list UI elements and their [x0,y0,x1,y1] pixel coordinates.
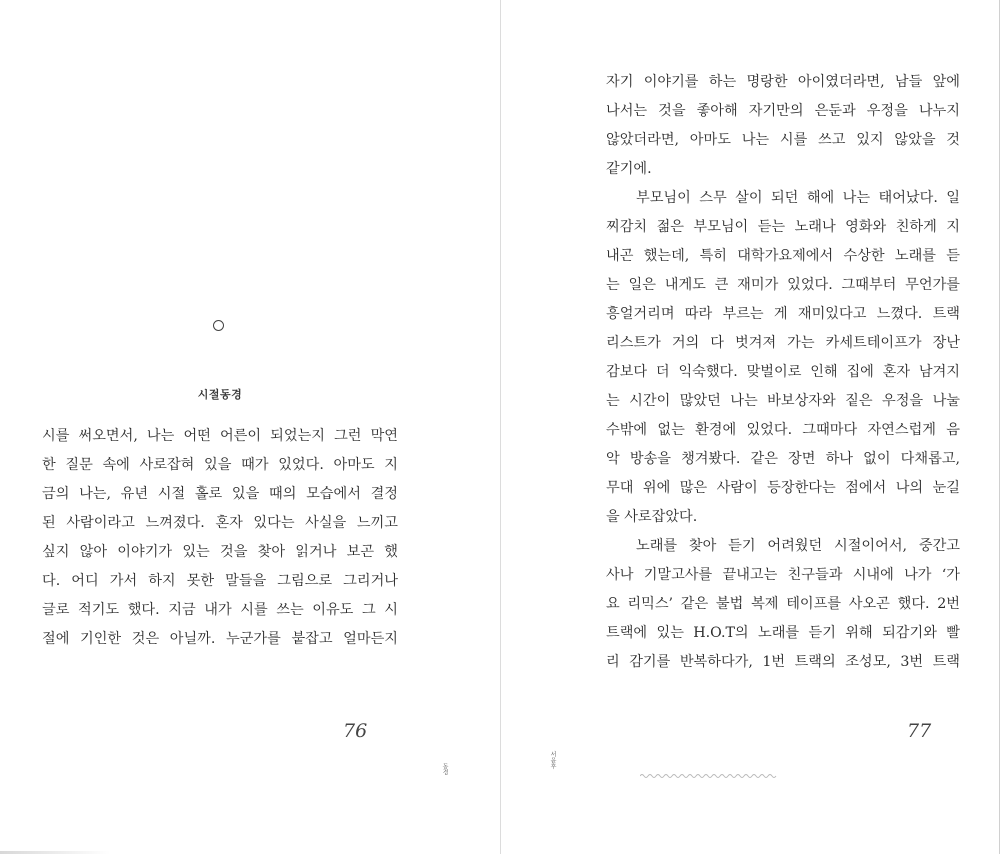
right-page [501,0,1000,854]
text-line: 요 리믹스’ 같은 불법 복제 테이프를 사오곤 했다. 2번 [606,596,960,612]
page-number-right: 77 [907,720,932,742]
text-line: 시를 써오면서, 나는 어떤 어른이 되었는지 그런 막연 [42,428,398,444]
text-line: 찌감치 젊은 부모님이 듣는 노래나 영화와 친하게 지 [606,219,960,235]
text-line: 금의 나는, 유년 시절 홀로 있을 때의 모습에서 결정 [42,486,398,502]
text-line: 감보다 더 익숙했다. 맞벌이로 인해 집에 혼자 남겨지 [606,364,960,380]
text-line: 같기에. [606,161,652,177]
text-line: 자기 이야기를 하는 명랑한 아이였더라면, 남들 앞에 [606,74,960,90]
running-head-left: 동경 [441,763,448,775]
text-line: 절에 기인한 것은 아닐까. 누군가를 붙잡고 얼마든지 [42,631,398,647]
text-line: 트랙에 있는 H.O.T의 노래를 듣기 위해 되감기와 빨 [606,625,960,641]
text-line: 무대 위에 많은 사람이 등장한다는 점에서 나의 눈길 [606,480,960,496]
right-body-text [606,68,960,677]
text-line: 글로 적기도 했다. 지금 내가 시를 쓰는 이유도 그 시 [42,602,398,618]
running-head-right: 서윤후 [549,751,556,769]
text-line: 흥얼거리며 따라 부르는 게 재미있다고 느꼈다. 트랙 [606,306,960,322]
text-line: 한 질문 속에 사로잡혀 있을 때가 있었다. 아마도 지 [42,457,398,473]
wavy-rule-decoration [640,773,778,779]
text-line: 을 사로잡았다. [606,509,698,525]
text-line: 않았더라면, 아마도 나는 시를 쓰고 있지 않았을 것 [606,132,960,148]
text-line: 나서는 것을 좋아해 자기만의 은둔과 우정을 나누지 [606,103,960,119]
text-line: 부모님이 스무 살이 되던 해에 나는 태어났다. 일 [636,190,960,206]
text-line: 다. 어디 가서 하지 못한 말들을 그림으로 그리거나 [42,573,398,589]
text-line: 리스트가 거의 다 벗겨져 가는 카세트테이프가 장난 [606,335,960,351]
left-body-text [42,422,398,654]
text-line: 된 사람이라고 느껴졌다. 혼자 있다는 사실을 느끼고 [42,515,398,531]
text-line: 노래를 찾아 듣기 어려웠던 시절이어서, 중간고 [636,538,960,554]
text-line: 싶지 않아 이야기가 있는 것을 찾아 읽거나 보곤 했 [42,544,398,560]
text-line: 수밖에 없는 환경에 있었다. 그때마다 자연스럽게 음 [606,422,960,438]
text-line: 내곤 했는데, 특히 대학가요제에서 수상한 노래를 듣 [606,248,960,264]
page-number-left: 76 [343,720,368,742]
chapter-title: 시절동경 [197,388,243,401]
text-line: 사나 기말고사를 끝내고는 친구들과 시내에 나가 ‘가 [606,567,960,583]
text-line: 는 시간이 많았던 나는 바보상자와 짙은 우정을 나눌 [606,393,960,409]
text-line: 악 방송을 챙겨봤다. 같은 장면 하나 없이 다채롭고, [606,451,960,467]
text-line: 는 일은 내게도 큰 재미가 있었다. 그때부터 무언가를 [606,277,960,293]
text-line: 리 감기를 반복하다가, 1번 트랙의 조성모, 3번 트랙 [606,654,960,670]
chapter-circle-icon [213,320,224,331]
